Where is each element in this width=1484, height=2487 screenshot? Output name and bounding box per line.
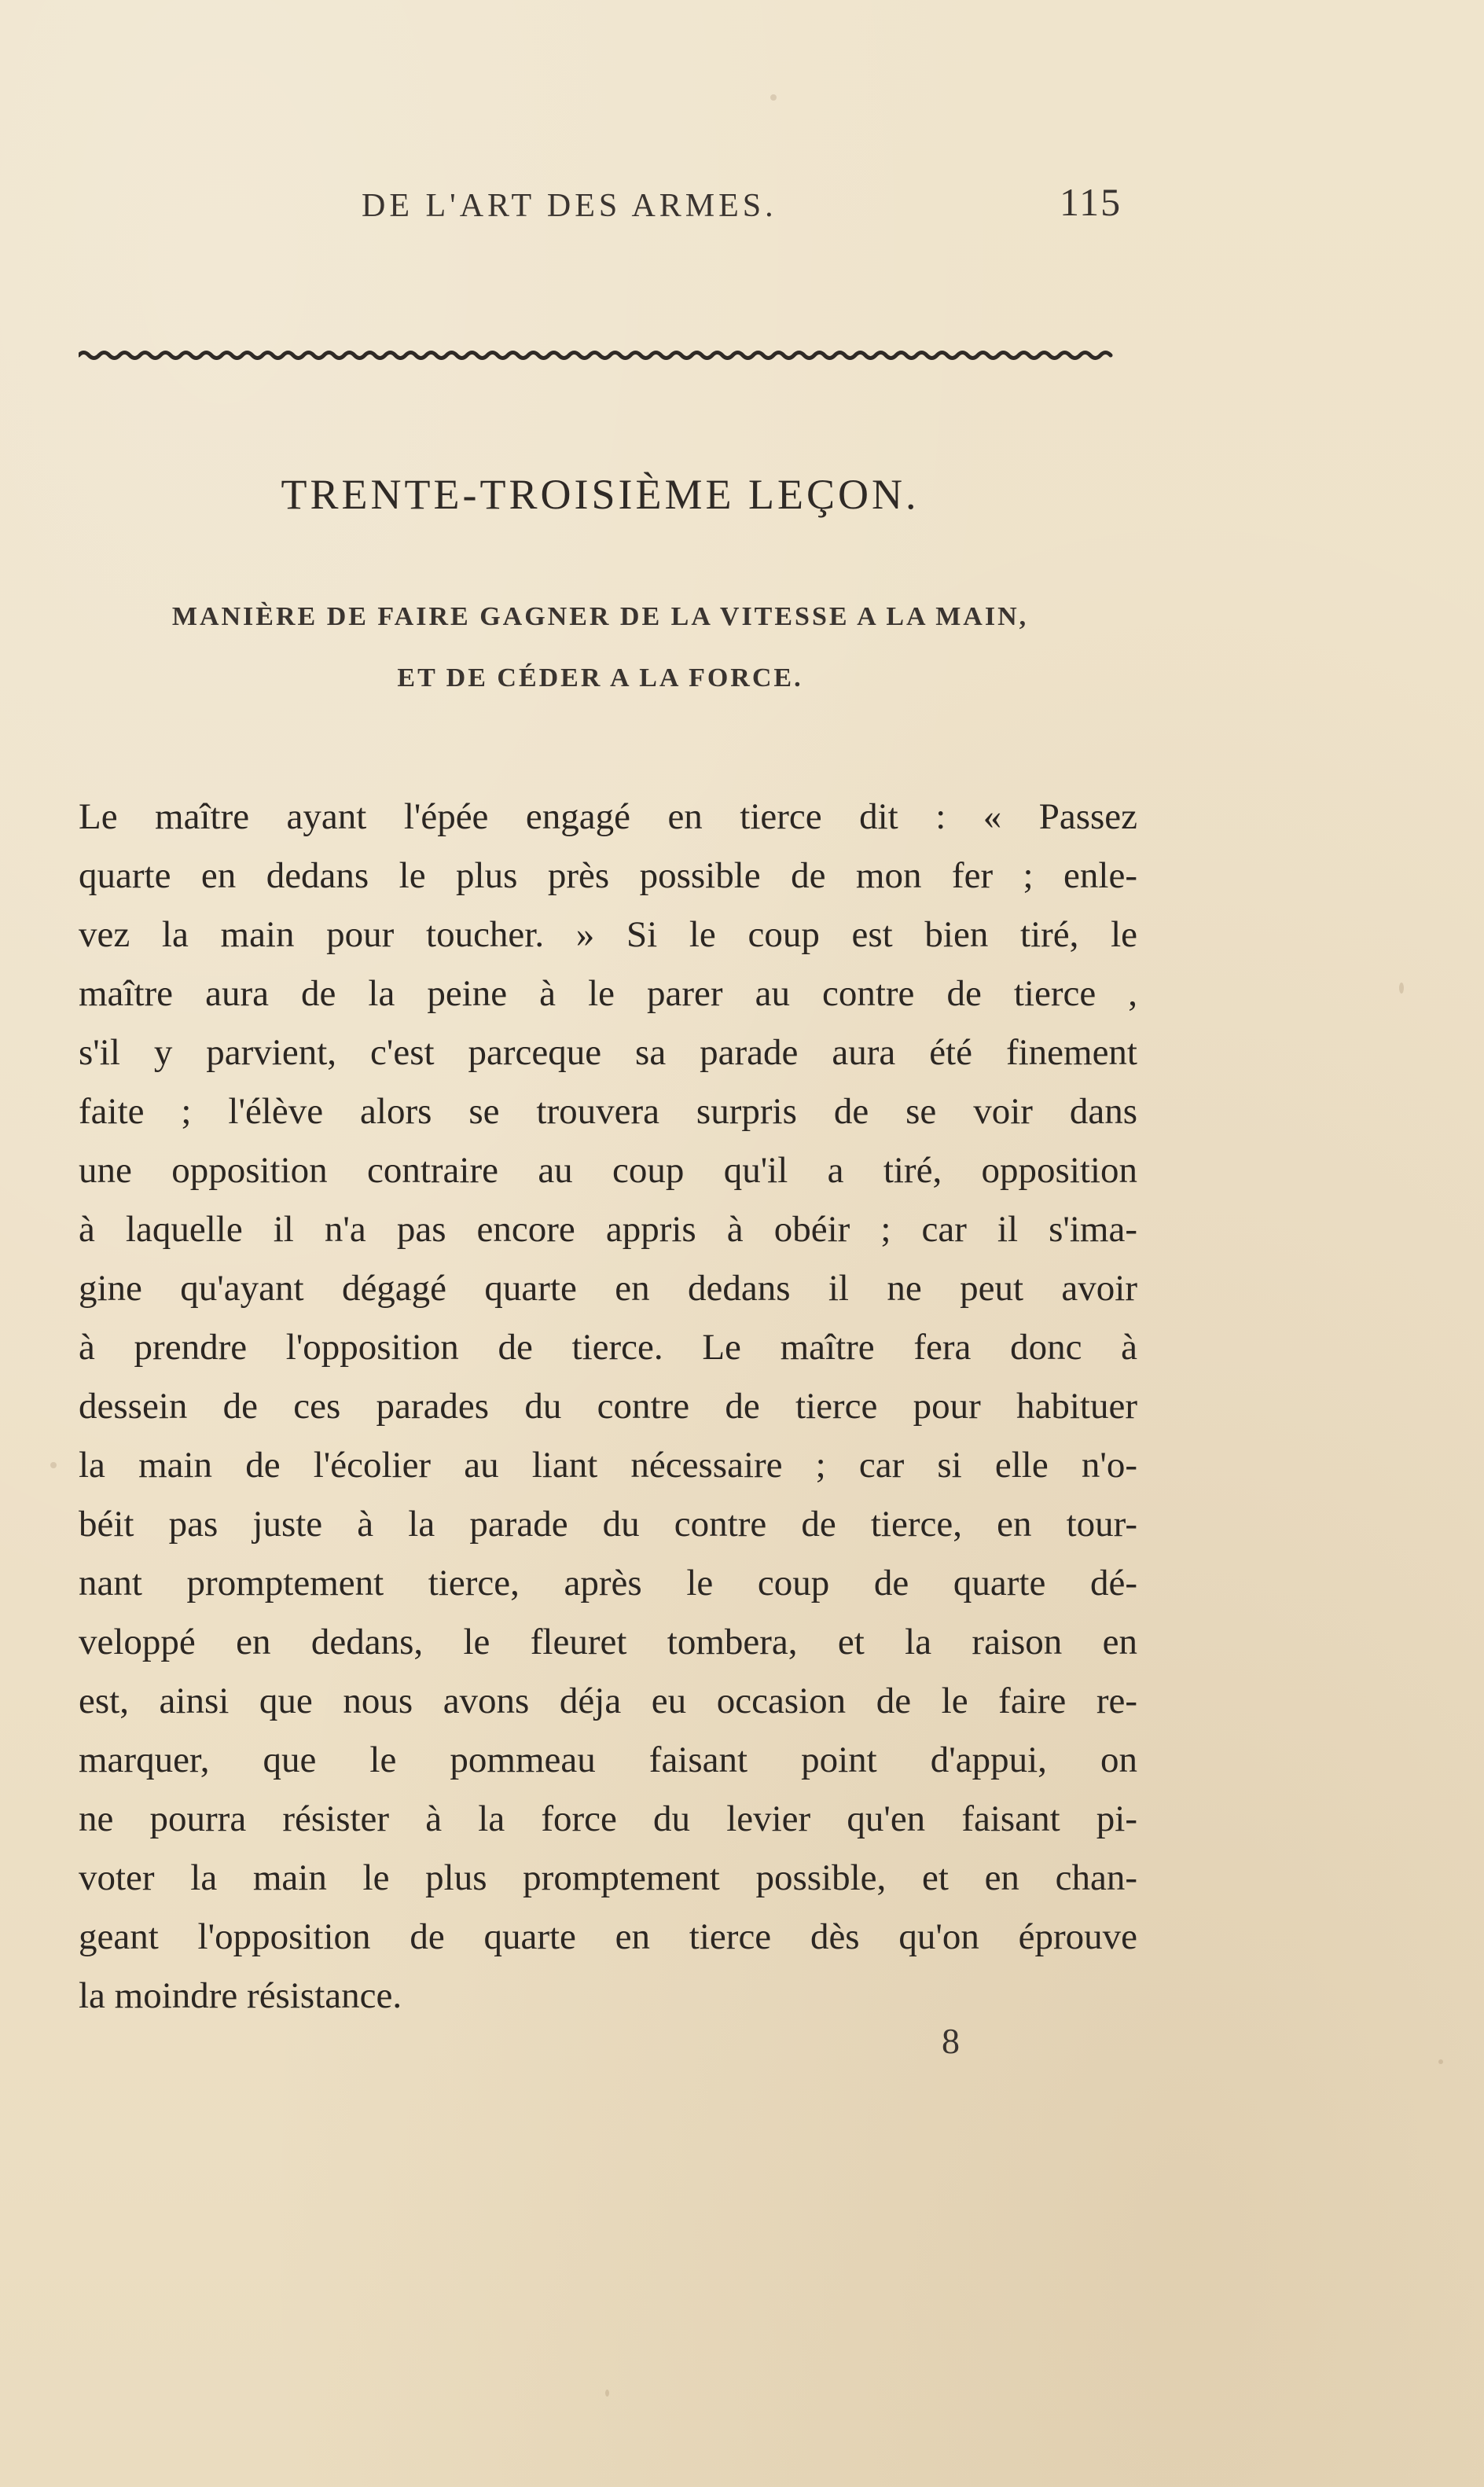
text-line: marquer, que le pommeau faisant point d'appui, on [79, 1739, 1137, 1780]
running-head: DE L'ART DES ARMES. [362, 188, 777, 224]
text-line: Le maître ayant l'épée engagé en tierce dit : « Passez [79, 796, 1137, 837]
paper-stain [770, 94, 777, 101]
text-line: la main de l'écolier au liant nécessaire ; car si elle n'o- [79, 1445, 1137, 1486]
text-line: voter la main le plus promptement possible, et en chan- [79, 1857, 1137, 1898]
text-line: à laquelle il n'a pas encore appris à obéir ; car il s'ima- [79, 1209, 1137, 1250]
chapter-title: TRENTE-TROISIÈME LEÇON. [281, 471, 920, 518]
text-line: nant promptement tierce, après le coup de quarte dé- [79, 1563, 1137, 1604]
text-line: une opposition contraire au coup qu'il a tiré, opposition [79, 1150, 1137, 1191]
text-line: vez la main pour toucher. » Si le coup est bien tiré, le [79, 914, 1137, 955]
page-number: 115 [1060, 180, 1122, 224]
text-line: maître aura de la peine à le parer au contre de tierce , [79, 973, 1137, 1014]
chapter-subtitle-line: ET DE CÉDER A LA FORCE. [397, 663, 803, 692]
text-line: s'il y parvient, c'est parceque sa parade aura été finement [79, 1032, 1137, 1073]
text-line: ne pourra résister à la force du levier qu'en faisant pi- [79, 1798, 1137, 1839]
paper-stain [1438, 2059, 1443, 2064]
chapter-subtitle-line: MANIÈRE DE FAIRE GAGNER DE LA VITESSE A LA MAIN, [171, 602, 1029, 631]
text-line: geant l'opposition de quarte en tierce dès qu'on éprouve [79, 1916, 1137, 1957]
signature-mark: 8 [942, 2021, 960, 2061]
text-line: à prendre l'opposition de tierce. Le maître fera donc à [79, 1327, 1137, 1368]
text-line: faite ; l'élève alors se trouvera surpris de se voir dans [79, 1091, 1137, 1132]
text-line: veloppé en dedans, le fleuret tombera, et la raison en [79, 1622, 1137, 1662]
text-line: béit pas juste à la parade du contre de tierce, en tour- [79, 1504, 1137, 1545]
text-line: gine qu'ayant dégagé quarte en dedans il ne peut avoir [79, 1268, 1137, 1309]
text-line: quarte en dedans le plus près possible de mon fer ; enle- [79, 855, 1137, 896]
paper-stain [1399, 983, 1404, 994]
paper-stain [605, 2390, 609, 2397]
text-line: est, ainsi que nous avons déja eu occasion de le faire re- [79, 1681, 1137, 1721]
paper-stain [50, 1462, 57, 1468]
decorative-rule [79, 343, 1118, 368]
body-paragraph [79, 788, 1137, 2026]
text-line: dessein de ces parades du contre de tierce pour habituer [79, 1386, 1137, 1427]
text-line: la moindre résistance. [79, 1975, 402, 2016]
